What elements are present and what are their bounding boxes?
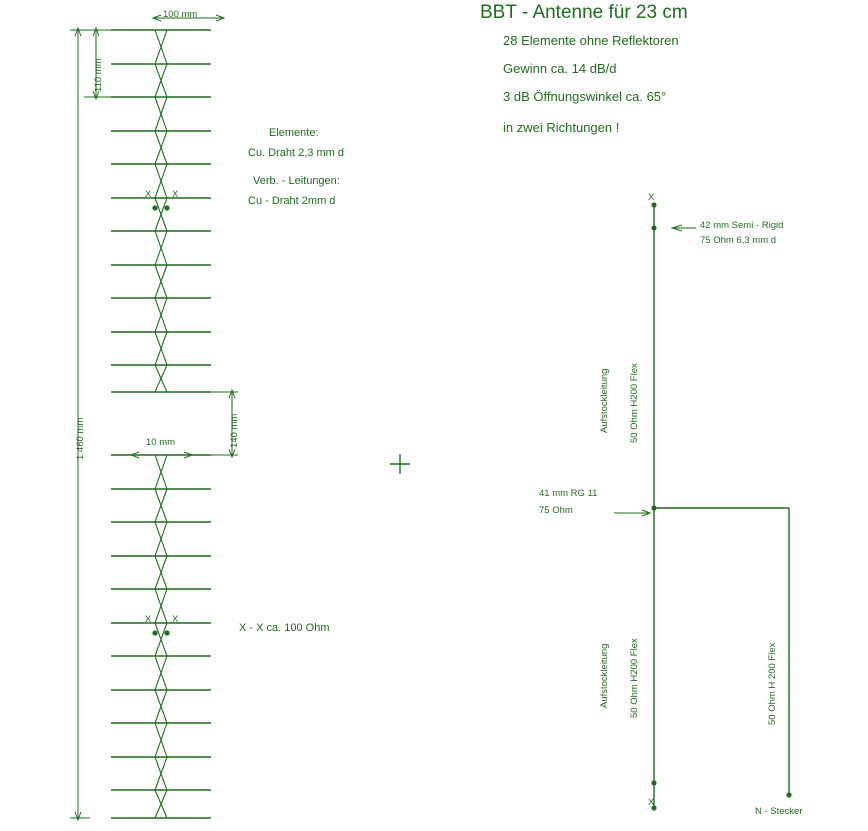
x-marker-lower-right: X (172, 614, 179, 625)
semi-rigid-line-2: 75 Ohm 6,3 mm d (700, 235, 777, 246)
note-impedance: X - X ca. 100 Ohm (239, 622, 330, 634)
note-elemente-value: Cu. Draht 2,3 mm d (248, 147, 344, 159)
x-marker-upper-left: X (145, 189, 152, 200)
note-elemente-title: Elemente: (269, 127, 319, 139)
x-marker-upper-right: X (172, 189, 179, 200)
header-line-4: in zwei Richtungen ! (503, 120, 620, 135)
antenna-elements-upper (111, 30, 211, 392)
dim-label-spacing-110: 110 mm (93, 58, 104, 92)
connector-label: N - Stecker (755, 806, 803, 817)
plus-symbol (390, 454, 410, 474)
feed-line-crossed (155, 30, 167, 818)
antenna-elements-lower (111, 455, 211, 818)
page-title: BBT - Antenne für 23 cm (480, 2, 688, 23)
dim-label-total-height: 1 460 mm (75, 417, 86, 460)
lower-stack-label-b: 50 Ohm H200 Flex (629, 638, 640, 718)
dim-label-gap-10: 10 mm (146, 437, 176, 448)
lower-stack-label-a: Aufstockleitung (599, 643, 610, 708)
dim-label-spacing-140: 140 mm (229, 413, 240, 448)
note-verbindung-title: Verb. - Leitungen: (253, 175, 340, 187)
rg11-line-2: 75 Ohm (539, 505, 573, 516)
header-line-3: 3 dB Öffnungswinkel ca. 65° (503, 89, 667, 104)
semi-rigid-line-1: 42 mm Semi - Rigid (700, 220, 784, 231)
upper-stack-label-b: 50 Ohm H200 Flex (629, 363, 640, 443)
arrow-rg11 (614, 510, 650, 516)
arrow-semi-rigid (672, 225, 696, 231)
x-marker-lower-left: X (145, 614, 152, 625)
dim-gap-10 (131, 452, 192, 458)
feed-x-marker-bottom: X (648, 797, 655, 808)
upper-stack-label-a: Aufstockleitung (599, 368, 610, 433)
right-branch-label: 50 Ohm H 200 Flex (767, 642, 778, 725)
header-line-1: 28 Elemente ohne Reflektoren (503, 33, 679, 48)
dim-label-element-width: 100 mm (163, 9, 198, 20)
note-verbindung-value: Cu - Draht 2mm d (248, 195, 336, 207)
header-line-2: Gewinn ca. 14 dB/d (503, 61, 617, 76)
rg11-line-1: 41 mm RG 11 (539, 488, 598, 499)
feed-x-marker-top: X (648, 192, 655, 203)
